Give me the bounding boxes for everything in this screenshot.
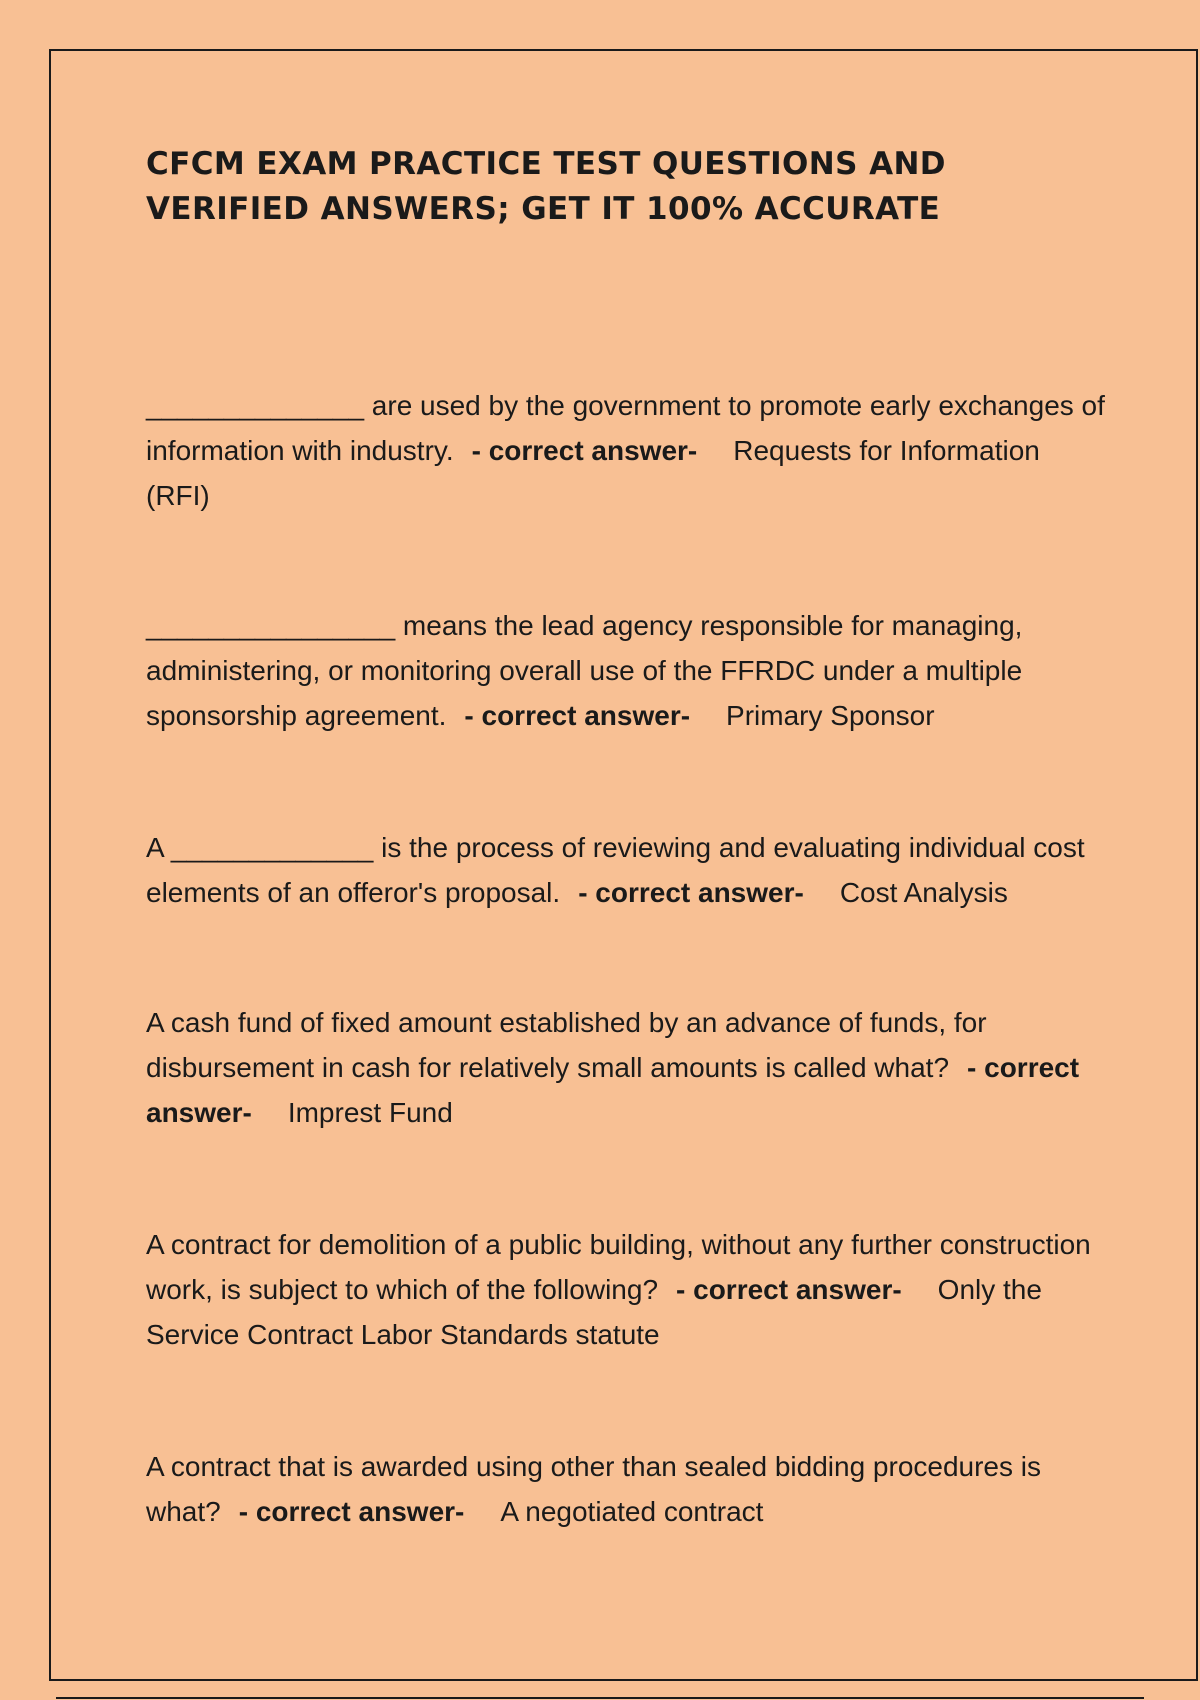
document-title <box>146 142 1066 232</box>
qa-item-1 <box>146 383 1106 518</box>
question-text: ______________ are used by the government to promote early exchanges of information with industry. <box>146 390 1105 466</box>
answer-text: A negotiated contract <box>500 1496 764 1527</box>
correct-answer-marker: - correct answer- <box>146 1052 1080 1128</box>
answer-text: Cost Analysis <box>839 877 1008 908</box>
qa-item-3 <box>146 825 1106 915</box>
question-text: A _____________ is the process of reviewing and evaluating individual cost elements of an offeror's proposal. <box>146 832 1085 908</box>
question-text: A cash fund of fixed amount established by an advance of funds, for disbursement in cash for relatively small amounts is called what? <box>146 1007 987 1083</box>
correct-answer-marker: - correct answer- <box>238 1496 465 1527</box>
question-text: A contract that is awarded using other than sealed bidding procedures is what? <box>146 1451 1042 1527</box>
question-text: ________________ means the lead agency responsible for managing, administering, or monitoring overall use of the FFRDC under a multiple sponsorship agreement. <box>146 610 1023 731</box>
answer-text: Primary Sponsor <box>726 700 935 731</box>
question-text: A contract for demolition of a public building, without any further construction work, is subject to which of the following? <box>146 1229 1091 1305</box>
document-title-line-2: VERIFIED ANSWERS; GET IT 100% ACCURATE <box>146 191 941 227</box>
qa-item-4 <box>146 1000 1106 1135</box>
correct-answer-marker: - correct answer- <box>578 877 804 908</box>
document-title-line-1: CFCM EXAM PRACTICE TEST QUESTIONS AND <box>146 146 946 182</box>
correct-answer-marker: - correct answer- <box>464 700 691 731</box>
correct-answer-marker: - correct answer- <box>676 1274 902 1305</box>
answer-text: Only the Service Contract Labor Standards statute <box>146 1274 1042 1350</box>
qa-item-2 <box>146 603 1106 738</box>
answer-text: Requests for Information (RFI) <box>146 435 1040 511</box>
footer-divider <box>56 1697 1144 1699</box>
qa-item-6 <box>146 1444 1106 1534</box>
qa-item-5 <box>146 1222 1106 1357</box>
answer-text: Imprest Fund <box>287 1097 453 1128</box>
correct-answer-marker: - correct answer- <box>471 435 698 466</box>
